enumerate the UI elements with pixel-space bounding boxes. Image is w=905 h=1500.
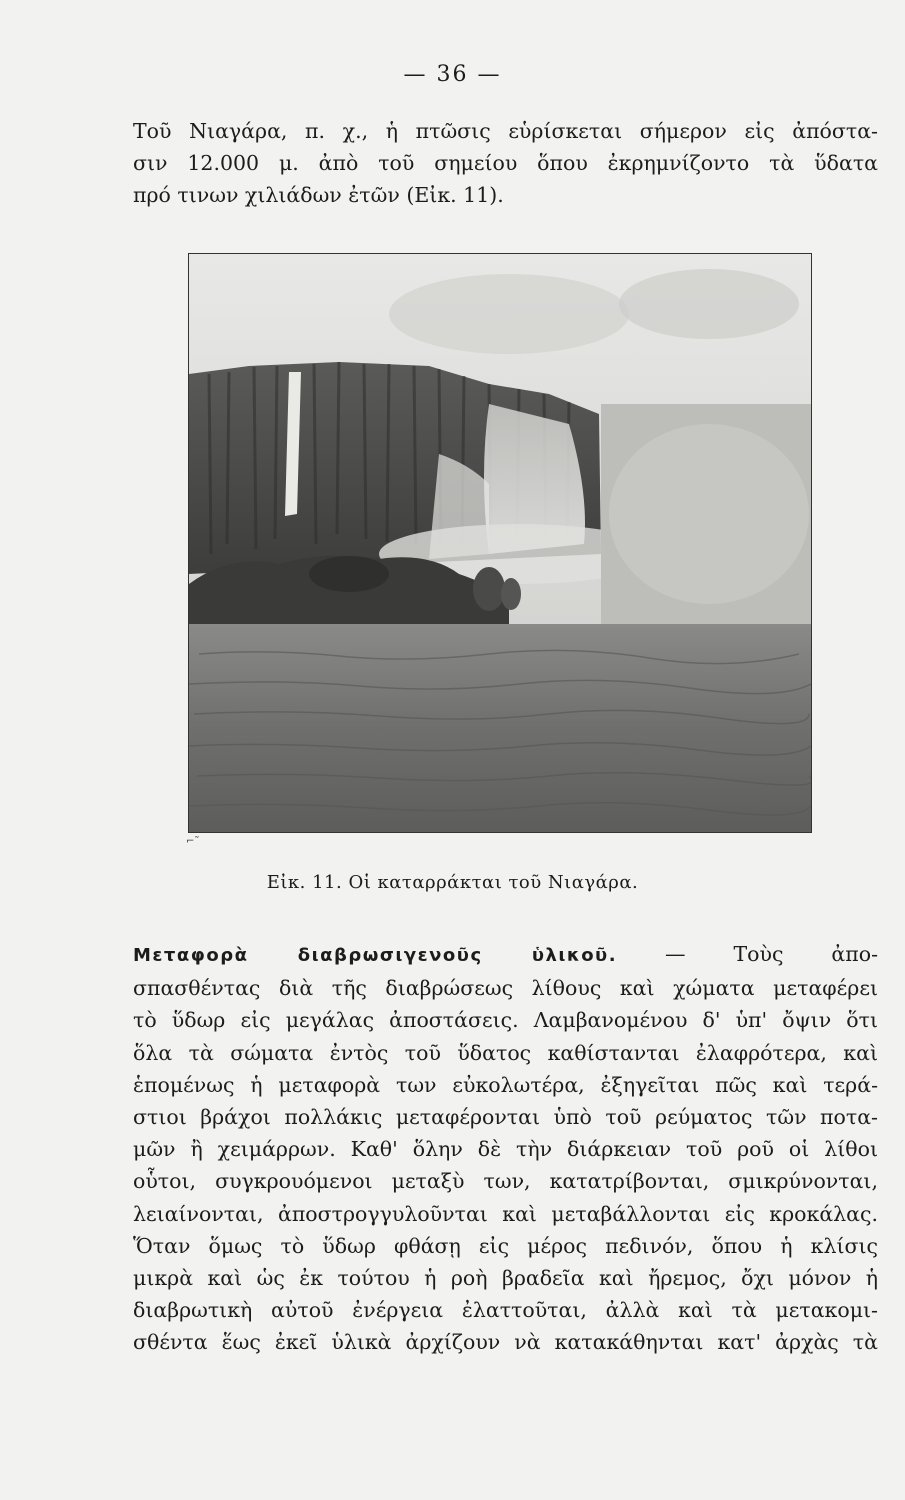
text-line: πρό τινων χιλιάδων ἐτῶν (Εἰκ. 11).	[133, 183, 504, 208]
text-line: ἑπομένως ἡ μεταφορὰ των εὐκολωτέρα, ἐξηγεῖται πῶς καὶ τερά-	[133, 1072, 878, 1097]
section-heading: Μεταφορὰ διαβρωσιγενοῦς ὑλικοῦ.	[133, 945, 618, 966]
text-line: σπασθέντας διὰ τῆς διαβρώσεως λίθους καὶ χώματα μεταφέρει	[133, 976, 878, 1001]
text-line: ὅλα τὰ σώματα ἐντὸς τοῦ ὕδατος καθίστανται ἐλαφρότερα, καὶ	[133, 1040, 878, 1065]
text-line: μικρὰ καὶ ὡς ἐκ τούτου ἡ ροὴ βραδεῖα καὶ ἤρεμος, ὄχι μόνον ἡ	[133, 1266, 878, 1291]
text-line: σιν 12.000 μ. ἀπὸ τοῦ σημείου ὅπου ἐκρημνίζοντο τὰ ὕδατα	[133, 151, 878, 176]
text-line: λειαίνονται, ἀποστρογγυλοῦνται καὶ μεταβάλλονται εἰς κροκάλας.	[133, 1201, 878, 1226]
text-line: Τοῦ Νιαγάρα, π. χ., ἡ πτῶσις εὑρίσκεται σήμερον εἰς ἀπόστα-	[133, 119, 878, 143]
text-line: Ὅταν ὅμως τὸ ὕδωρ φθάσῃ εἰς μέρος πεδινόν, ὅπου ἡ κλίσις	[133, 1233, 878, 1258]
intro-paragraph	[133, 115, 878, 212]
corner-mark-icon: ⌐˜	[186, 836, 200, 847]
text-line: σθέντα ἕως ἐκεῖ ὑλικὰ ἀρχίζουν νὰ κατακάθηνται κατ' ἀρχὰς τὰ	[133, 1330, 878, 1355]
text-line: διαβρωτικὴ αὐτοῦ ἐνέργεια ἐλαττοῦται, ἀλλὰ καὶ τὰ μετακομι-	[133, 1298, 878, 1323]
text-line	[133, 938, 878, 972]
text-line: στιοι βράχοι πολλάκις μεταφέρονται ὑπὸ τοῦ ρεύματος τῶν ποτα-	[133, 1105, 878, 1130]
text-line: οὗτοι, συγκρουόμενοι μεταξὺ των, κατατρίβονται, σμικρύνονται,	[133, 1169, 878, 1194]
text-line: μῶν ἢ χειμάρρων. Καθ' ὅλην δὲ τὴν διάρκειαν τοῦ ροῦ οἱ λίθοι	[133, 1137, 878, 1162]
page-number: — 36 —	[403, 62, 502, 87]
section-paragraph	[133, 938, 878, 1359]
figure-caption: Εἰκ. 11. Οἱ καταρράκται τοῦ Νιαγάρα.	[266, 872, 639, 893]
niagara-falls-photo	[188, 253, 812, 833]
text-line: τὸ ὕδωρ εἰς μεγάλας ἀποστάσεις. Λαμβανομένου δ' ὑπ' ὄψιν ὅτι	[133, 1008, 878, 1033]
heading-line-rest: — Τοὺς ἀπο-	[617, 942, 879, 966]
